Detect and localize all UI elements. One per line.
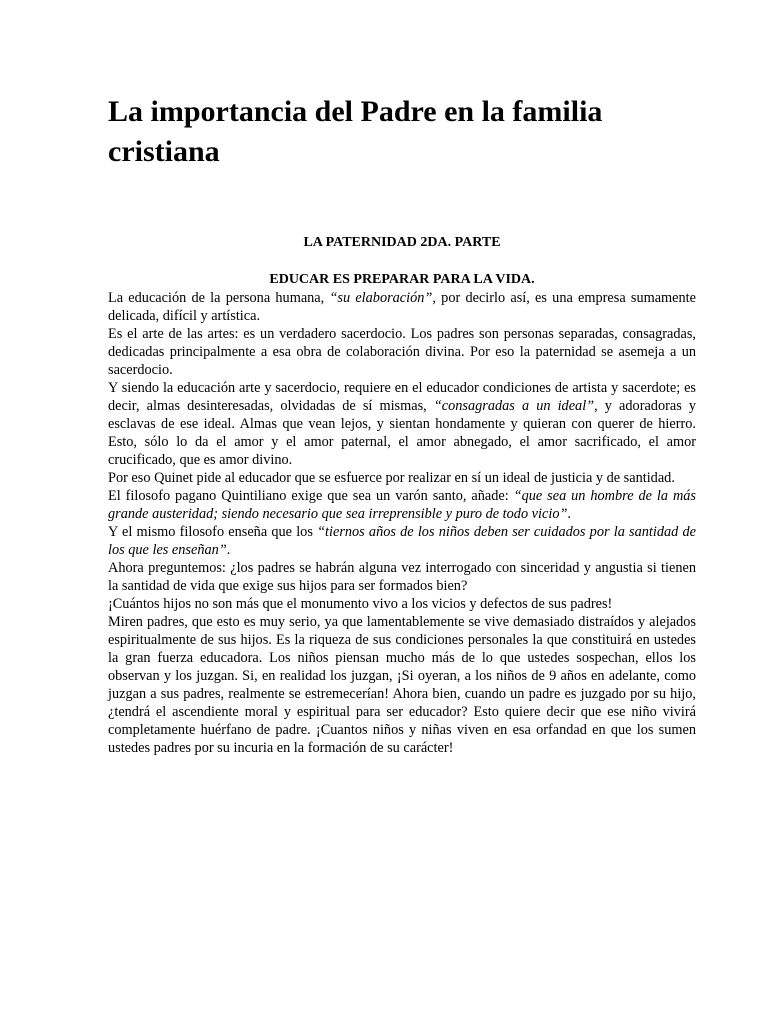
paragraph-6-text-b: . [226,542,231,558]
paragraph-2: Es el arte de las artes: es un verdadero sacerdocio. Los padres son personas separadas, consagradas, dedicadas principalmente a esa obra de colaboración divina. Por eso la paternidad se asemeja a un sacerdocio. [108,326,696,378]
paragraph-3-text-a: Y siendo la educación arte y sacerdocio, requiere en el educador condiciones de artista y sacerdote; es decir, almas desinteresadas, olvidadas de sí mismas, [108,380,696,414]
paragraph-6 [108,523,696,559]
paragraph-5-text-b: . [567,506,571,522]
paragraph-3-text-b: , y adoradoras y esclavas de ese ideal. Almas que vean lejos, y sientan hondamente y quieran con querer de hierro. Esto, sólo lo da el amor y el amor paternal, el amor abnegado, el amor sacrificado, el amor crucificado, que es amor divino. [108,398,697,468]
paragraph-5-quote: “que sea un hombre de la más grande austeridad; siendo necesario que sea irreprensible y puro de todo vicio” [108,488,696,522]
paragraph-3 [108,379,696,469]
paragraph-1-quote: “su elaboración”, [329,290,436,306]
document-title: La importancia del Padre en la familia cristiana [108,95,603,168]
paragraph-7: Ahora preguntemos: ¿los padres se habrán alguna vez interrogado con sinceridad y angustia si tienen la santidad de vida que exige sus hijos para ser formados bien? [108,560,696,594]
paragraph-4: Por eso Quinet pide al educador que se esfuerce por realizar en sí un ideal de justicia y de santidad. [108,470,675,486]
paragraph-8: ¡Cuántos hijos no son más que el monumento vivo a los vicios y defectos de sus padres! [108,596,613,612]
section-heading: LA PATERNIDAD 2DA. PARTE [303,235,501,250]
paragraph-1-text-b: por decirlo así, es una empresa sumamente delicada, difícil y artística. [108,290,696,324]
section-subheading: EDUCAR ES PREPARAR PARA LA VIDA. [269,272,535,287]
paragraph-6-quote: “tiernos años de los niños deben ser cuidados por la santidad de los que les enseñan” [108,524,696,558]
paragraph-5-text-a: El filosofo pagano Quintiliano exige que sea un varón santo, añade: [108,488,514,504]
paragraph-3-quote: “consagradas a un ideal” [433,398,595,414]
paragraph-9: Miren padres, que esto es muy serio, ya que lamentablemente se vive demasiado distraídos y alejados espiritualmente de sus hijos. Es la riqueza de sus condiciones personales la que constituirá en ustedes la gran fuerza educadora. Los niños piensan mucho más de lo que ustedes sospechan, ellos los observan y los juzgan. Si, en realidad los juzgan, ¡Si oyeran, a los niños de 9 años en adelante, como juzgan a sus padres, realmente se estremecerían! Ahora bien, cuando un padre es juzgado por su hijo, ¿tendrá el ascendiente moral y espiritual para ser educador? Esto quiere decir que ese niño vivirá completamente huérfano de padre. ¡Cuantos niños y niñas viven en esa orfandad en que los sumen ustedes padres por su incuria en la formación de su carácter! [108,614,696,756]
paragraph-5 [108,487,696,523]
paragraph-1 [108,289,696,325]
paragraph-6-text-a: Y el mismo filosofo enseña que los [108,524,318,540]
paragraph-1-text-a: La educación de la persona humana, [108,290,330,306]
